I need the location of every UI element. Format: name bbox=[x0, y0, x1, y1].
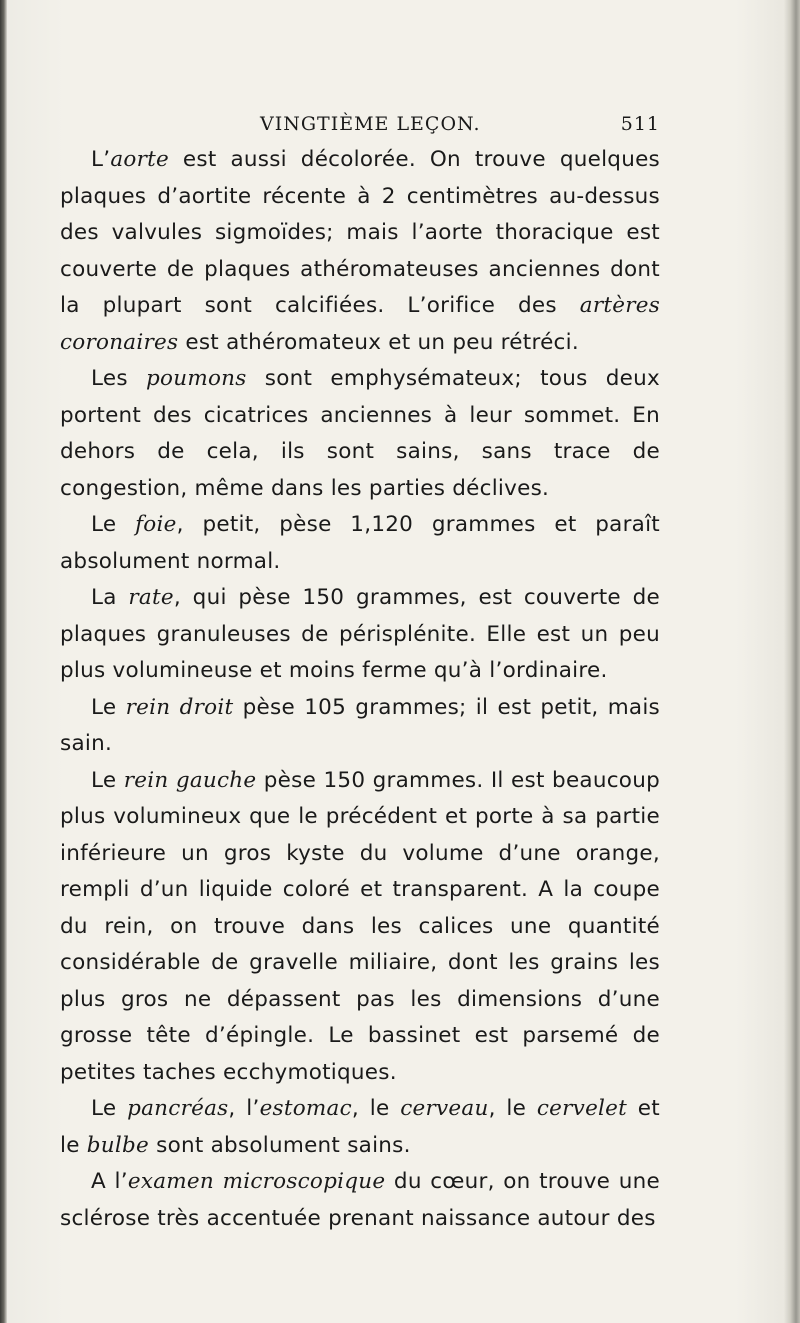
running-head bbox=[60, 113, 660, 137]
text-run: , le bbox=[351, 1096, 401, 1121]
paragraph bbox=[60, 1164, 660, 1237]
italic-term: foie bbox=[135, 512, 177, 537]
text-run: sont emphysémateux; tous deux portent des cicatrices anciennes à leur sommet. En dehors de cela, ils sont sains, sans trace de congestion, même dans les parties déclives. bbox=[60, 366, 660, 501]
italic-term: rein droit bbox=[125, 694, 234, 720]
text-run: L’ bbox=[91, 147, 111, 172]
text-run: A l’ bbox=[91, 1169, 128, 1194]
italic-term: pancréas bbox=[127, 1096, 229, 1121]
text-run: , petit, pèse 1,120 grammes et paraît absolument normal. bbox=[60, 512, 660, 574]
page-binding-shadow bbox=[0, 0, 7, 1323]
page-edge-shadow bbox=[784, 0, 800, 1323]
paragraph bbox=[60, 507, 660, 580]
italic-term: bulbe bbox=[86, 1132, 150, 1158]
text-run: Le bbox=[91, 512, 136, 537]
text-run: Le bbox=[91, 1096, 128, 1121]
text-run: La bbox=[91, 585, 129, 610]
text-run: , l’ bbox=[228, 1096, 260, 1121]
italic-term: cervelet bbox=[536, 1096, 628, 1121]
text-run: sont absolument sains. bbox=[149, 1132, 411, 1158]
chapter-title: VINGTIÈME LEÇON. bbox=[260, 113, 481, 135]
page-number: 511 bbox=[620, 113, 660, 135]
paragraph bbox=[60, 580, 660, 690]
text-run: pèse 150 grammes. Il est beaucoup plus volumineux que le précédent et porte à sa partie inférieure un gros kyste du volume d’une orange, rempli d’un liquide coloré et transparent. A la coupe du rein, on trouve dans les calices une quantité considérable de gravelle miliaire, dont les grains les plus gros ne dépassent pas les dimensions d’une grosse tête d’épingle. Le bassinet est parsemé de petites taches ecchymotiques. bbox=[60, 767, 660, 1085]
paragraph bbox=[60, 690, 660, 763]
text-run: Le bbox=[91, 694, 126, 720]
paragraph bbox=[60, 142, 660, 361]
paragraph bbox=[60, 1091, 660, 1164]
italic-term: rate bbox=[128, 585, 174, 610]
italic-term: estomac bbox=[259, 1096, 352, 1121]
text-run: pèse 105 grammes; il est petit, mais sain. bbox=[60, 694, 661, 756]
text-run: Le bbox=[91, 767, 124, 793]
italic-term: artères coronaires bbox=[60, 293, 660, 355]
text-run: est athéromateux et un peu rétréci. bbox=[178, 329, 579, 355]
italic-term: examen microscopique bbox=[127, 1169, 386, 1194]
italic-term: aorte bbox=[110, 147, 169, 172]
text-run: et le bbox=[60, 1096, 660, 1158]
italic-term: poumons bbox=[146, 366, 247, 391]
italic-term: cerveau bbox=[400, 1096, 489, 1121]
text-run: , le bbox=[488, 1096, 537, 1121]
paragraph bbox=[60, 361, 660, 507]
body-text bbox=[60, 142, 660, 1237]
text-run: , qui pèse 150 grammes, est couverte de plaques granuleuses de périsplénite. Elle est un peu plus volumineuse et moins ferme qu’à l’ordinaire. bbox=[60, 585, 660, 683]
text-run: Les bbox=[91, 366, 147, 391]
text-run: est aussi décolorée. On trouve quelques plaques d’aortite récente à 2 centimètres au-dessus des valvules sigmoïdes; mais l’aorte thoracique est couverte de plaques athéromateuses anciennes dont la plupart sont calcifiées. L’orifice des bbox=[60, 147, 660, 318]
italic-term: rein gauche bbox=[123, 767, 257, 793]
text-run: du cœur, on trouve une sclérose très accentuée prenant naissance autour des bbox=[60, 1169, 660, 1231]
paragraph bbox=[60, 763, 660, 1092]
